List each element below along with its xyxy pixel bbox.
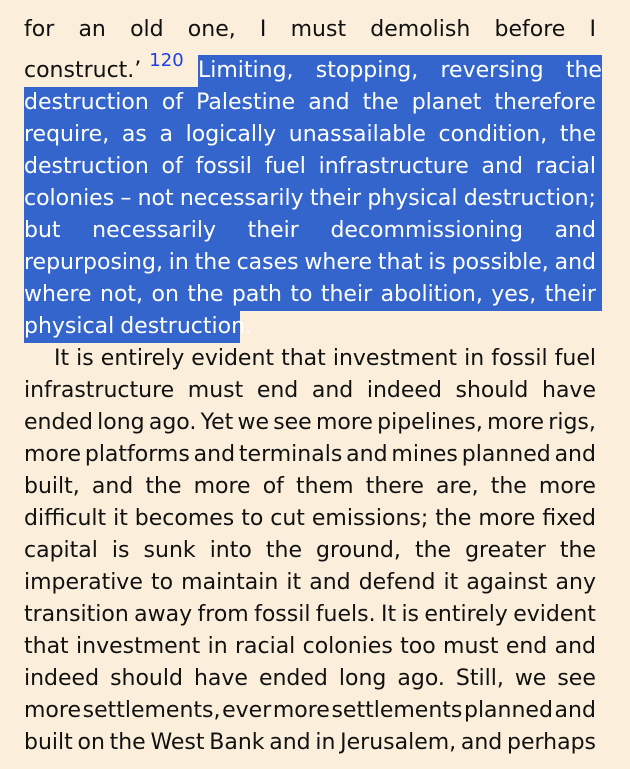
- word: long: [97, 410, 145, 435]
- word: more: [538, 474, 596, 499]
- word: unassailable: [288, 122, 426, 147]
- text-line: [24, 439, 596, 471]
- word: racial: [234, 634, 296, 659]
- word: transition: [24, 602, 129, 627]
- word: indeed: [366, 378, 442, 403]
- word: and: [554, 218, 596, 243]
- word: there: [365, 474, 424, 499]
- word: one,: [187, 17, 236, 42]
- word: capital: [24, 538, 98, 563]
- word: their: [320, 282, 373, 307]
- word: in: [168, 250, 189, 275]
- word: into: [209, 538, 252, 563]
- word: investment: [332, 346, 458, 371]
- word: before: [494, 17, 566, 42]
- word: and: [460, 730, 503, 755]
- word: built,: [24, 474, 80, 499]
- word: long: [338, 666, 387, 691]
- text-line: [24, 695, 596, 727]
- word: repurposing,: [24, 250, 163, 275]
- highlighted-text-line[interactable]: [24, 215, 602, 247]
- word: the: [194, 250, 231, 275]
- highlighted-text-line[interactable]: [198, 55, 602, 87]
- word: built: [24, 730, 73, 755]
- word: any: [555, 570, 596, 595]
- word: of: [262, 474, 284, 499]
- word: more: [315, 410, 373, 435]
- highlighted-text-line[interactable]: [24, 151, 602, 183]
- word: we: [237, 410, 269, 435]
- word: I: [259, 17, 267, 42]
- word: on: [151, 282, 179, 307]
- word: the: [559, 122, 596, 147]
- word: and: [311, 378, 354, 403]
- word: destruction;: [463, 186, 596, 211]
- word: to: [290, 282, 313, 307]
- word: fixed: [542, 506, 596, 531]
- word: and: [269, 730, 311, 755]
- word: colonies: [24, 186, 115, 211]
- word: I: [589, 17, 596, 42]
- word: reversing: [440, 58, 544, 83]
- word: must: [187, 378, 244, 403]
- word: and: [554, 250, 596, 275]
- word: the: [187, 282, 224, 307]
- word: investment: [76, 634, 201, 659]
- word: settlements: [331, 698, 463, 723]
- word: must: [443, 634, 499, 659]
- word: old: [130, 17, 164, 42]
- word: fuels.: [315, 602, 376, 627]
- word: too: [400, 634, 436, 659]
- word: the: [145, 474, 182, 499]
- word: have: [542, 378, 596, 403]
- word: planned: [463, 698, 553, 723]
- word: logically: [185, 122, 277, 147]
- word: and: [193, 442, 236, 467]
- word: and: [346, 442, 388, 467]
- text-line: [24, 535, 596, 567]
- word: where: [304, 250, 372, 275]
- word: abolition,: [380, 282, 483, 307]
- word: see: [557, 666, 596, 691]
- word: destruction.: [120, 314, 253, 339]
- word: racial: [535, 154, 596, 179]
- word: cut: [270, 506, 305, 531]
- highlighted-text-line[interactable]: [24, 247, 602, 279]
- word: entirely: [100, 346, 185, 371]
- word: construct.’: [24, 58, 142, 83]
- word: destruction: [24, 90, 149, 115]
- word: physical: [367, 186, 458, 211]
- word: that: [281, 346, 326, 371]
- word: emissions;: [311, 506, 429, 531]
- word: –: [120, 186, 132, 211]
- word: and: [554, 698, 596, 723]
- word: to: [241, 506, 264, 531]
- word: the: [559, 538, 596, 563]
- word: end: [256, 378, 299, 403]
- word: their: [544, 282, 596, 307]
- word: rigs,: [548, 410, 596, 435]
- word: ended: [258, 666, 328, 691]
- word: the: [362, 90, 399, 115]
- word: necessarily: [92, 218, 216, 243]
- word: is: [111, 538, 130, 563]
- word: and: [554, 442, 596, 467]
- word: indeed: [24, 666, 100, 691]
- word: and: [91, 474, 134, 499]
- word: defend: [358, 570, 436, 595]
- word: fuel: [264, 154, 306, 179]
- text-line: [24, 663, 596, 695]
- word: infrastructure: [24, 378, 175, 403]
- word: the: [109, 730, 146, 755]
- word: ago.: [397, 666, 445, 691]
- text-line: [24, 407, 596, 439]
- highlighted-text-line[interactable]: [24, 119, 602, 151]
- word: have: [193, 666, 248, 691]
- word: is: [76, 346, 94, 371]
- word: them: [296, 474, 354, 499]
- word: greater: [465, 538, 546, 563]
- word: destruction: [24, 154, 149, 179]
- text-line: [24, 631, 596, 663]
- footnote-link[interactable]: 120: [149, 50, 184, 71]
- word: sunk: [143, 538, 196, 563]
- word: demolish: [370, 17, 471, 42]
- word: Yet: [200, 410, 234, 435]
- word: yes,: [491, 282, 537, 307]
- text-line: [24, 727, 596, 759]
- text-line: [24, 14, 596, 46]
- word: are,: [436, 474, 479, 499]
- word: the: [565, 58, 602, 83]
- word: against: [466, 570, 548, 595]
- word: should: [455, 378, 529, 403]
- word: but: [24, 218, 61, 243]
- word: from: [197, 602, 249, 627]
- word: more: [24, 442, 81, 467]
- word: condition,: [438, 122, 548, 147]
- word: more: [272, 698, 330, 723]
- word: in: [207, 634, 228, 659]
- word: see: [273, 410, 312, 435]
- word: infrastructure: [318, 154, 469, 179]
- word: an: [78, 17, 106, 42]
- word: on: [77, 730, 105, 755]
- word: difficult: [24, 506, 107, 531]
- word: ago.: [148, 410, 197, 435]
- word: end: [505, 634, 548, 659]
- word: should: [110, 666, 183, 691]
- word: is: [401, 602, 420, 627]
- word: we: [514, 666, 547, 691]
- word: ever: [222, 698, 272, 723]
- word: that: [24, 634, 69, 659]
- word: Bank: [209, 730, 265, 755]
- word: a: [159, 122, 173, 147]
- word: West: [150, 730, 205, 755]
- word: more: [24, 698, 81, 723]
- word: planned: [461, 442, 551, 467]
- word: away: [134, 602, 193, 627]
- word: It: [54, 346, 70, 371]
- text-line: [54, 343, 596, 375]
- word: it: [113, 506, 128, 531]
- word: entirely: [424, 602, 508, 627]
- word: therefore: [494, 90, 596, 115]
- word: the: [435, 506, 472, 531]
- word: the: [490, 474, 527, 499]
- word: and: [308, 90, 350, 115]
- word: and: [554, 634, 596, 659]
- word: in: [315, 730, 336, 755]
- word: and: [309, 570, 351, 595]
- word: planet: [411, 90, 482, 115]
- text-line: [24, 471, 596, 503]
- word: fossil: [254, 602, 311, 627]
- word: not: [137, 186, 174, 211]
- word: platforms: [84, 442, 190, 467]
- word: pipelines,: [377, 410, 483, 435]
- word: where: [24, 282, 92, 307]
- word: not,: [100, 282, 144, 307]
- word: the: [414, 538, 452, 563]
- word: must: [290, 17, 347, 42]
- word: is: [428, 250, 446, 275]
- word: necessarily: [179, 186, 304, 211]
- word: becomes: [134, 506, 235, 531]
- word: the: [265, 538, 302, 563]
- word: Jerusalem,: [340, 730, 457, 755]
- word: fossil: [195, 154, 252, 179]
- word: mines: [391, 442, 458, 467]
- word: more: [193, 474, 251, 499]
- word: possible,: [451, 250, 549, 275]
- word: it: [443, 570, 459, 595]
- word: of: [161, 90, 184, 115]
- word: Palestine: [196, 90, 296, 115]
- word: Limiting,: [198, 58, 294, 83]
- word: cases: [236, 250, 299, 275]
- word: Still,: [455, 666, 504, 691]
- word: their: [309, 186, 362, 211]
- word: their: [247, 218, 299, 243]
- word: colonies: [302, 634, 393, 659]
- word: imperative: [24, 570, 143, 595]
- word: path: [231, 282, 282, 307]
- highlighted-text-line[interactable]: [24, 87, 602, 119]
- word: more: [478, 506, 536, 531]
- word: for: [24, 17, 55, 42]
- word: more: [487, 410, 545, 435]
- word: to: [150, 570, 174, 595]
- word: of: [161, 154, 183, 179]
- word: evident: [191, 346, 275, 371]
- text-line: [24, 375, 596, 407]
- word: and: [481, 154, 523, 179]
- word: that: [377, 250, 423, 275]
- word: fossil: [491, 346, 548, 371]
- word: it: [286, 570, 302, 595]
- word: as: [121, 122, 147, 147]
- word: require,: [24, 122, 110, 147]
- word: settlements,: [82, 698, 221, 723]
- highlighted-text-line[interactable]: [24, 183, 602, 215]
- text-line: [24, 567, 596, 599]
- word: fuel: [554, 346, 596, 371]
- word: It: [380, 602, 397, 627]
- word: terminals: [238, 442, 343, 467]
- word: ended: [24, 410, 93, 435]
- highlighted-text-line[interactable]: [24, 279, 602, 311]
- word: maintain: [181, 570, 279, 595]
- word: perhaps: [506, 730, 596, 755]
- word: physical: [24, 314, 115, 339]
- text-line: [24, 599, 596, 631]
- word: evident: [513, 602, 596, 627]
- text-line: [24, 503, 596, 535]
- word: decommissioning: [330, 218, 523, 243]
- word: ground,: [316, 538, 401, 563]
- word: in: [464, 346, 485, 371]
- highlighted-text-line[interactable]: [24, 311, 253, 343]
- word: stopping,: [315, 58, 419, 83]
- text-line: [24, 50, 204, 87]
